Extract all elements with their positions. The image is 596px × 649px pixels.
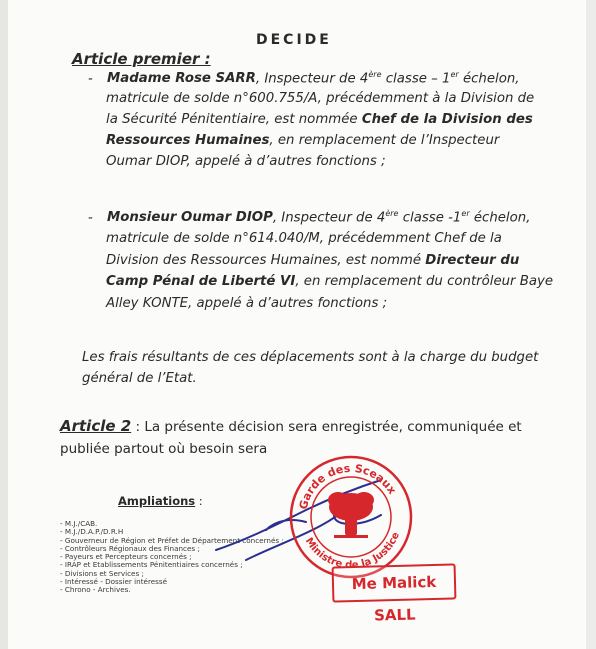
item2-line4 — [106, 274, 553, 289]
item2-line1-a: , Inspecteur de 4 — [272, 210, 386, 226]
frais-line2: général de l’Etat. — [82, 371, 197, 386]
decide-title: DECIDE — [256, 32, 332, 48]
item1-line3-b: Chef de la Division des — [361, 112, 533, 127]
item2-line4-b: , en remplacement du contrôleur Baye — [295, 274, 554, 289]
item2-line1 — [88, 209, 530, 225]
baobab-emblem-icon — [328, 492, 374, 538]
item2-line3 — [106, 253, 519, 268]
ampliations-colon: : — [195, 494, 203, 508]
frais-line1: Les frais résultants de ces déplacements sont à la charge du budget — [82, 350, 539, 365]
item1-dash: - — [88, 71, 93, 87]
list-item: - M.J./D.A.P./D.R.H — [60, 527, 124, 537]
list-item: - Payeurs et Percepteurs concernés ; — [60, 552, 192, 562]
article2-heading: Article 2 — [60, 417, 132, 435]
article2-line2: publiée partout où besoin sera — [60, 441, 268, 457]
seal-text-bottom: Ministre de la Justice — [302, 530, 402, 572]
item1-line5: Oumar DIOP, appelé à d’autres fonctions ; — [106, 154, 386, 169]
item1-line3 — [106, 112, 533, 127]
list-item: - Divisions et Services ; — [60, 568, 144, 578]
article-premier-heading: Article premier : — [72, 50, 211, 68]
list-item: - Chrono - Archives. — [60, 585, 131, 595]
left-scan-edge — [0, 0, 8, 649]
item2-line3-b: Directeur du — [425, 253, 520, 268]
item2-line1-c: échelon, — [469, 210, 531, 226]
item2-line2: matricule de solde n°614.040/M, précédemment Chef de la — [106, 231, 502, 246]
item2-sup2: er — [461, 209, 470, 218]
list-item: - IRAP et Etablissements Pénitentiaires concernés ; — [60, 560, 243, 570]
item1-line4-b: , en remplacement de l’Inspecteur — [269, 133, 500, 148]
item1-line1-a: , Inspecteur de 4 — [255, 71, 369, 87]
item1-line2: matricule de solde n°600.755/A, précédemment à la Division de — [106, 91, 535, 106]
item2-line4-a: Camp Pénal de Liberté VI — [106, 274, 296, 289]
item2-line1-b: classe -1 — [398, 210, 462, 226]
item1-sup2: er — [450, 70, 459, 79]
right-scan-edge — [586, 0, 596, 649]
item1-line4-a: Ressources Humaines — [106, 133, 270, 148]
item2-line5: Alley KONTE, appelé à d’autres fonctions ; — [106, 296, 388, 311]
item1-sup1: ère — [368, 70, 382, 79]
item2-sup1: ère — [385, 209, 399, 218]
item1-line4 — [106, 133, 499, 148]
signatory-name-stamp: Me Malick SALL — [332, 563, 457, 602]
item2-line3-a: Division des Ressources Humaines, est nommé — [106, 253, 426, 268]
item1-line3-a: la Sécurité Pénitentiaire, est nommée — [106, 112, 362, 127]
seal-text-top: Garde des Sceaux — [296, 461, 399, 511]
list-item: - Contrôleurs Régionaux des Finances ; — [60, 543, 200, 553]
list-item: - M.J./CAB. — [60, 519, 98, 528]
item1-line1-c: échelon, — [458, 71, 520, 87]
item2-person-name: Monsieur Oumar DIOP — [107, 210, 273, 226]
list-item: - Gouverneur de Région et Préfet de Département concernés ; — [60, 535, 284, 545]
list-item: - Intéressé - Dossier intéressé — [60, 577, 168, 587]
article2-line1 — [60, 417, 522, 435]
item1-line1 — [88, 70, 520, 86]
article2-text1: : La présente décision sera enregistrée, communiquée et — [131, 419, 522, 435]
item2-dash: - — [88, 210, 93, 226]
item1-person-name: Madame Rose SARR — [107, 71, 256, 87]
ministry-seal — [286, 452, 416, 582]
item1-line1-b: classe – 1 — [381, 71, 451, 87]
ampliations-heading-line — [118, 494, 203, 508]
ampliations-heading: Ampliations — [118, 494, 196, 508]
